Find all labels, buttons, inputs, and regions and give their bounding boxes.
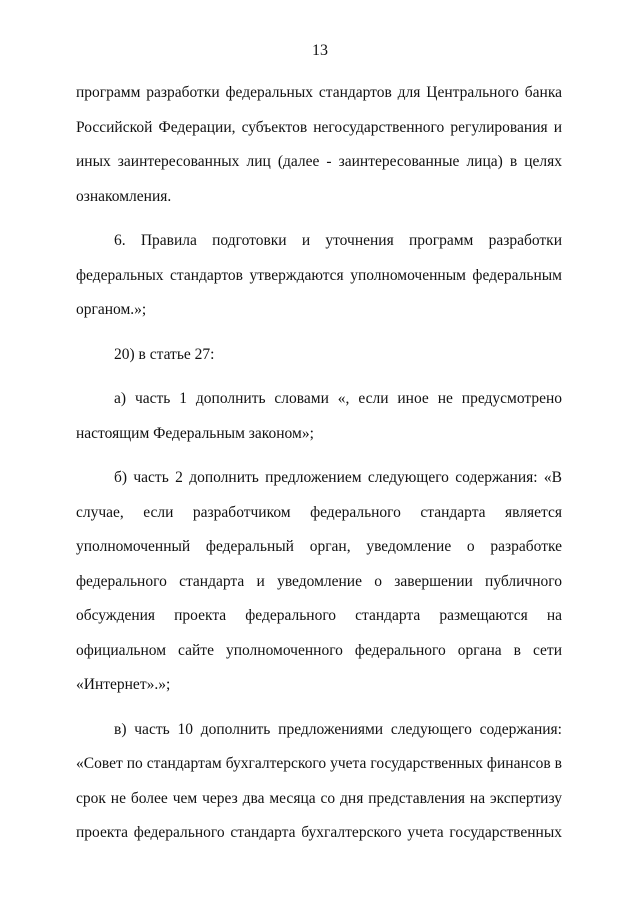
page-number: 13 (312, 42, 328, 59)
paragraph-item-6: 6. Правила подготовки и уточнения программ разработки федеральных стандартов утверждаются уполномоченным федеральным органом.»; (76, 232, 562, 318)
paragraph-continuation: программ разработки федеральных стандартов для Центрального банка Российской Федерации, субъектов негосударственного регулирования и иных заинтересованных лиц (далее - заинтересованные лица) в целях ознакомления. (76, 84, 562, 205)
paragraph-item-20: 20) в статье 27: (114, 345, 215, 363)
paragraph-item-b: б) часть 2 дополнить предложением следующего содержания: «В случае, если разработчиком федерального стандарта является уполномоченный федеральный орган, уведомление о разработке федерального стандарта и уведомление о завершении публичного обсуждения проекта федерального стандарта размещаются на официальном сайте уполномоченного федерального органа в сети «Интернет».»; (76, 469, 562, 693)
document-body (76, 76, 562, 861)
paragraph-item-v: в) часть 10 дополнить предложениями следующего содержания: «Совет по стандартам бухгалтерского учета государственных финансов в срок не более чем через два месяца со дня представления на экспертизу проекта федерального стандарта бухгалтерского учета государственных (76, 720, 562, 841)
paragraph-item-a: а) часть 1 дополнить словами «, если иное не предусмотрено настоящим Федеральным законом»; (76, 390, 562, 442)
